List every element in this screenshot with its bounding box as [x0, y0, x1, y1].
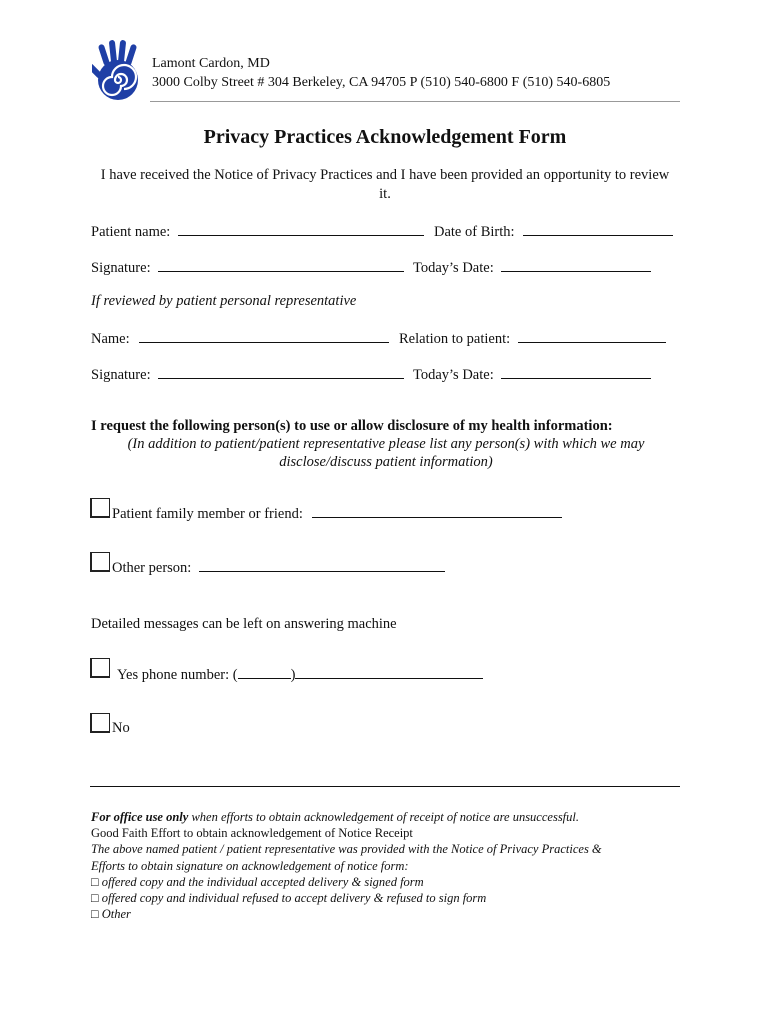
office-option1: offered copy and the individual accepted delivery & signed form — [101, 875, 424, 889]
family-member-row — [112, 504, 562, 523]
messages-heading: Detailed messages can be left on answering machine — [91, 616, 397, 632]
patient-name-row — [91, 222, 424, 241]
header-divider — [150, 101, 680, 102]
relation-label: Relation to patient: — [399, 331, 511, 347]
option2-checkbox-glyph[interactable]: □ — [91, 891, 99, 905]
rep-signature-row — [91, 365, 404, 384]
option1-checkbox-glyph[interactable]: □ — [91, 875, 99, 889]
patient-date-label: Today’s Date: — [413, 260, 494, 276]
other-person-label: Other person: — [112, 560, 192, 576]
dob-field[interactable] — [523, 222, 673, 236]
rep-signature-field[interactable] — [158, 365, 404, 379]
office-option1-row — [91, 874, 424, 890]
no-label: No — [112, 720, 130, 736]
office-option2-row — [91, 890, 486, 906]
dob-row — [434, 222, 673, 241]
patient-date-row — [413, 258, 651, 277]
yes-phone-label: Yes phone number: ( — [117, 667, 238, 683]
office-option3: Other — [101, 907, 131, 921]
office-line2: Good Faith Effort to obtain acknowledgement of Notice Receipt — [91, 826, 413, 840]
office-divider — [90, 786, 680, 787]
rep-signature-label: Signature: — [91, 367, 151, 383]
rep-date-label: Today’s Date: — [413, 367, 494, 383]
disclosure-note-line1: (In addition to patient/patient representative please list any person(s) with which we may — [127, 436, 645, 452]
family-member-field[interactable] — [312, 504, 562, 518]
rep-date-field[interactable] — [501, 365, 651, 379]
rep-name-field[interactable] — [139, 329, 389, 343]
relation-field[interactable] — [518, 329, 666, 343]
patient-date-field[interactable] — [501, 258, 651, 272]
provider-address: 3000 Colby Street # 304 Berkeley, CA 94705 P (510) 540-6800 F (510) 540-6805 — [152, 75, 611, 90]
office-line3: The above named patient / patient representative was provided with the Notice of Privacy Practices & — [91, 842, 602, 856]
yes-phone-row — [117, 665, 483, 684]
family-member-checkbox[interactable] — [90, 498, 110, 518]
intro-statement: I have received the Notice of Privacy Practices and I have been provided an opportunity to review it. — [100, 167, 670, 202]
other-person-field[interactable] — [199, 558, 445, 572]
dob-label: Date of Birth: — [434, 224, 515, 240]
area-code-close: ) — [290, 667, 296, 683]
yes-checkbox[interactable] — [90, 658, 110, 678]
patient-name-label: Patient name: — [91, 224, 171, 240]
other-person-row — [112, 558, 445, 577]
other-person-checkbox[interactable] — [90, 552, 110, 572]
office-option2: offered copy and individual refused to accept delivery & refused to sign form — [101, 891, 487, 905]
patient-signature-label: Signature: — [91, 260, 151, 276]
no-checkbox[interactable] — [90, 713, 110, 733]
rep-name-label: Name: — [91, 331, 130, 347]
office-line4: Efforts to obtain signature on acknowledgement of notice form: — [91, 859, 409, 873]
office-lead-bold: For office use only — [91, 810, 189, 824]
patient-signature-field[interactable] — [158, 258, 404, 272]
hand-spiral-logo — [92, 40, 146, 102]
patient-name-field[interactable] — [178, 222, 424, 236]
office-lead — [91, 809, 579, 825]
disclosure-note-line2: disclose/discuss patient information) — [279, 454, 493, 470]
rep-date-row — [413, 365, 651, 384]
phone-number-field[interactable] — [295, 665, 483, 679]
patient-signature-row — [91, 258, 404, 277]
relation-row — [399, 329, 666, 348]
form-title: Privacy Practices Acknowledgement Form — [203, 126, 567, 148]
disclosure-heading: I request the following person(s) to use or allow disclosure of my health information: — [91, 418, 613, 434]
family-member-label: Patient family member or friend: — [112, 506, 303, 522]
rep-name-row — [91, 329, 389, 348]
option3-checkbox-glyph[interactable]: □ — [91, 907, 99, 921]
office-option3-row — [91, 906, 131, 922]
office-lead-rest: when efforts to obtain acknowledgement of receipt of notice are unsuccessful. — [188, 810, 580, 824]
representative-heading: If reviewed by patient personal representative — [91, 293, 357, 309]
provider-name: Lamont Cardon, MD — [152, 56, 270, 71]
area-code-field[interactable] — [238, 665, 291, 679]
